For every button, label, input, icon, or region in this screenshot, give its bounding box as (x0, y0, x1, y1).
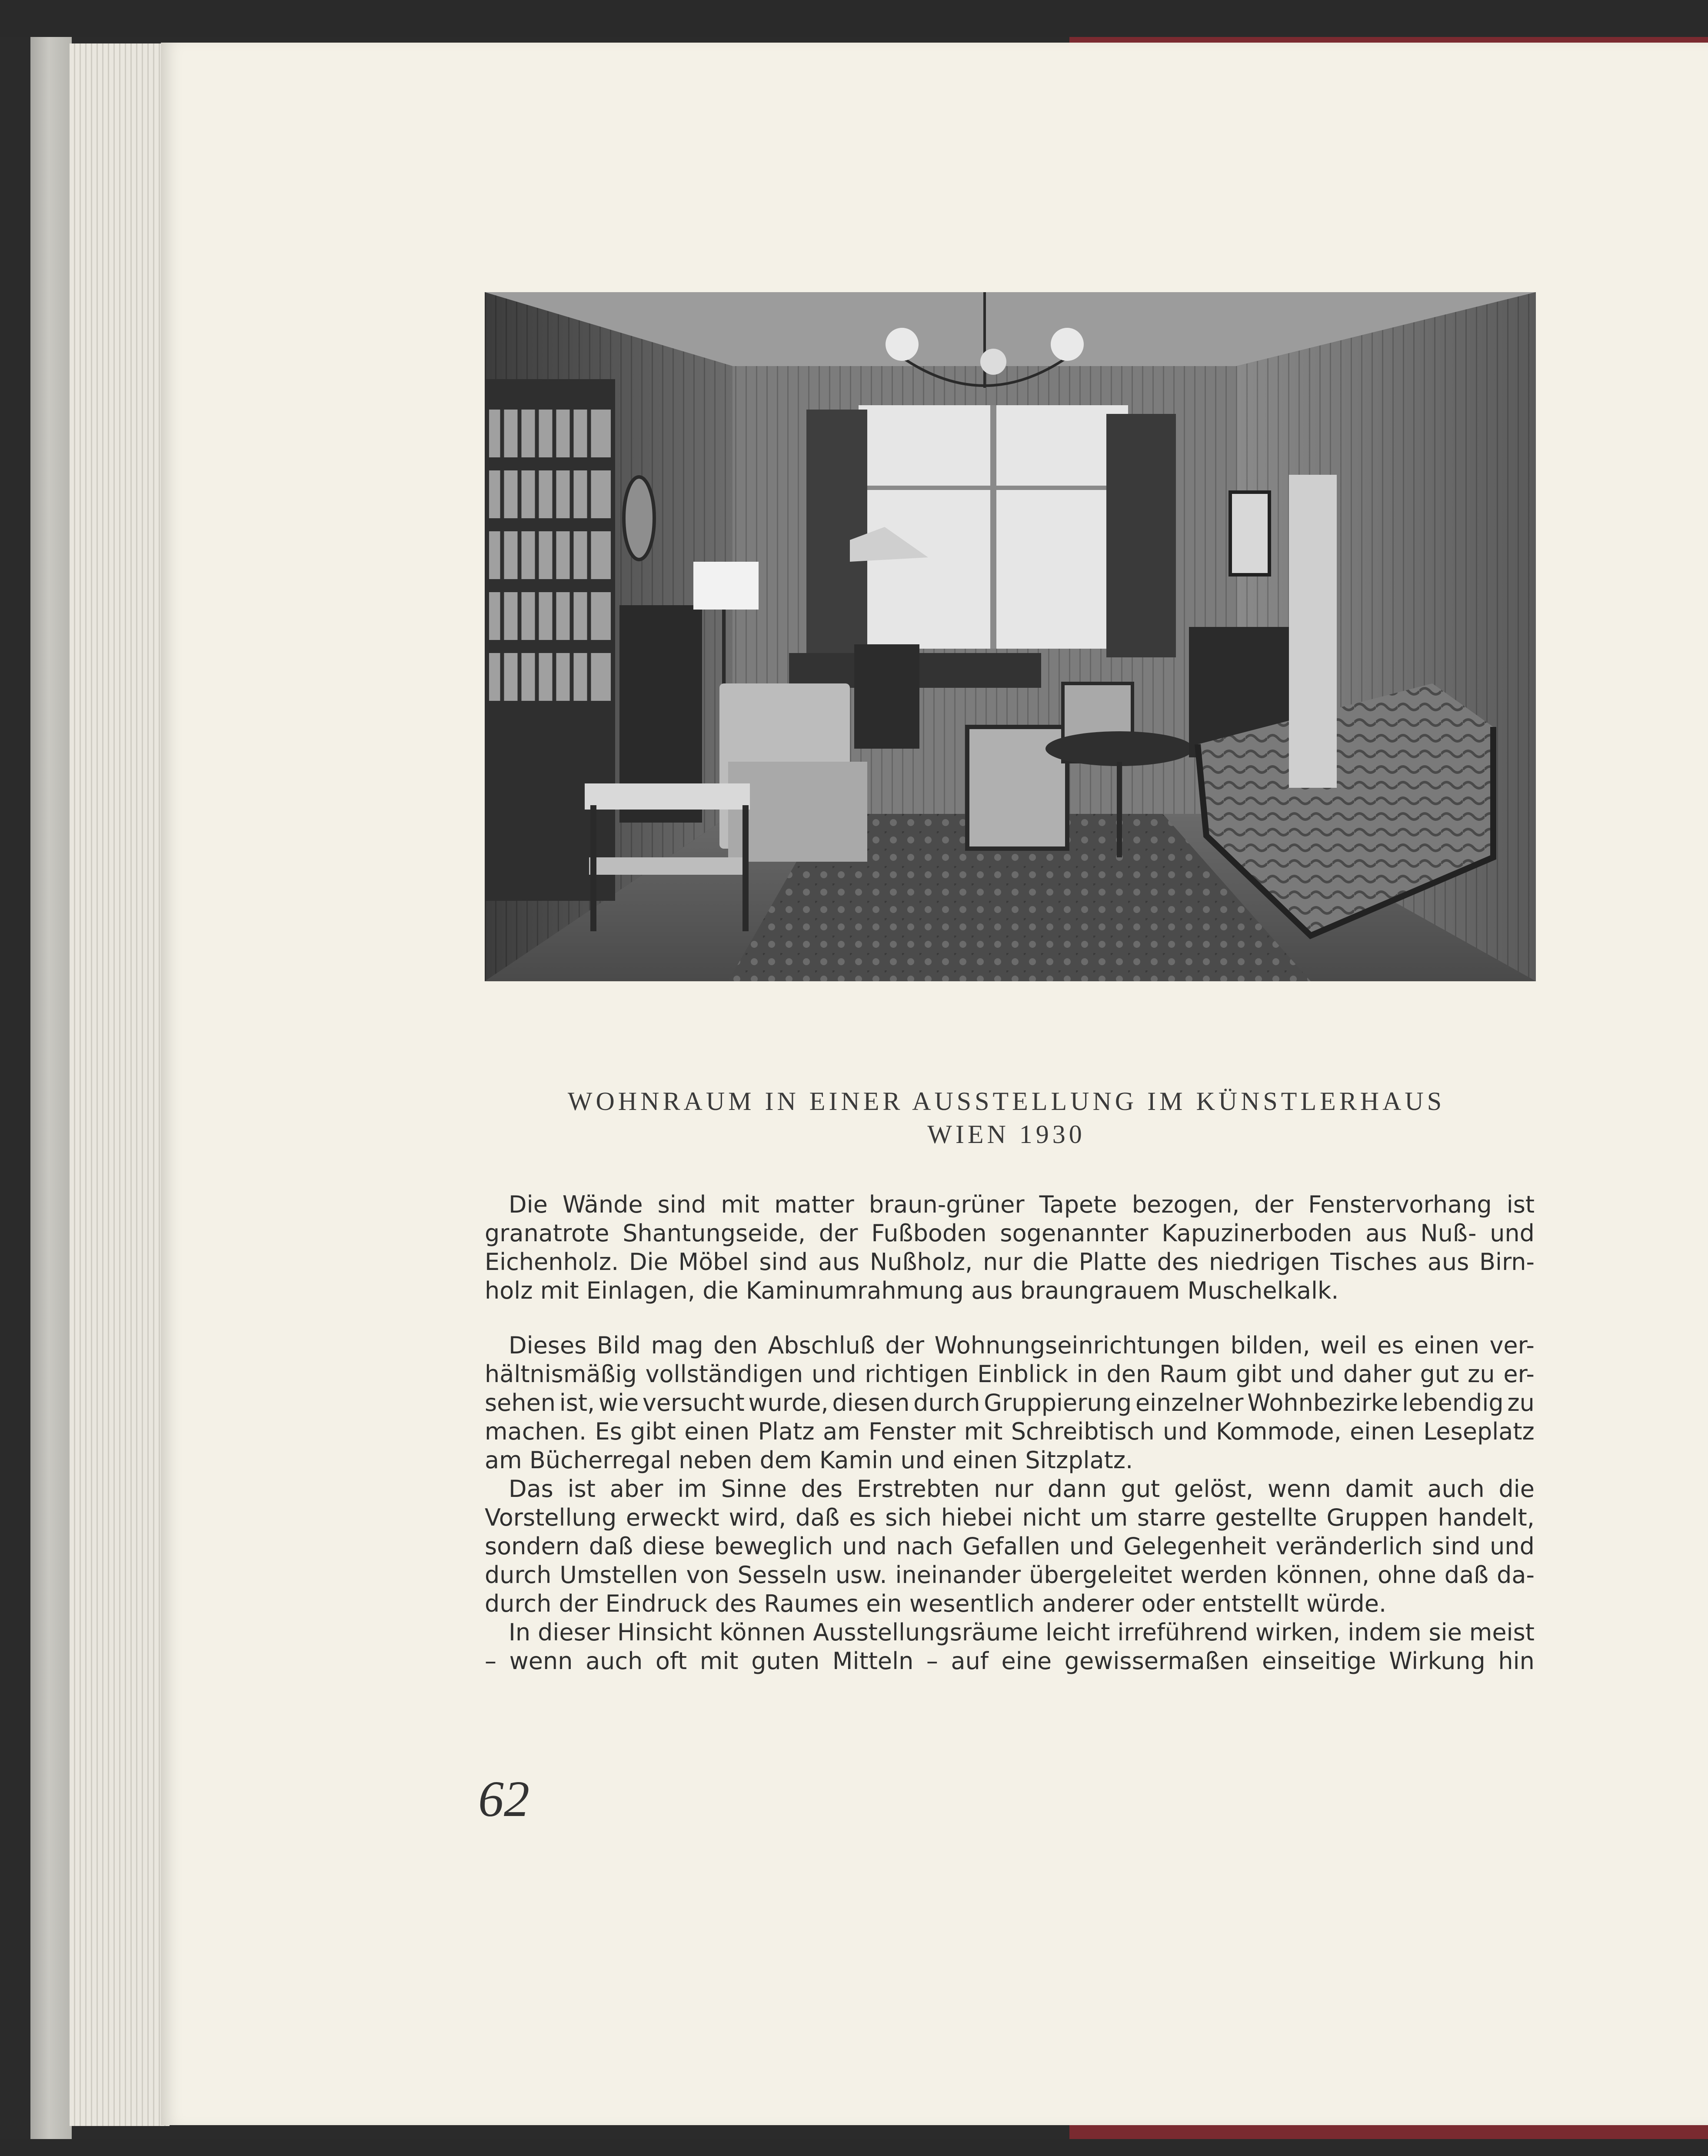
text-line: sondern daß diese beweglich und nach Gefallen und Gelegenheit veränderlich sind und (485, 1533, 1535, 1560)
body-text (485, 1190, 1535, 1676)
text-line: machen. Es gibt einen Platz am Fenster mit Schreibtisch und Kommode, einen Leseplatz (485, 1418, 1535, 1445)
paragraph (485, 1190, 1535, 1305)
paragraph (485, 1618, 1535, 1676)
text-line: Eichenholz. Die Möbel sind aus Nußholz, nur die Platte des niedrigen Tisches aus Birn- (485, 1248, 1535, 1276)
text-line: Die Wände sind mit matter braun-grüner Tapete bezogen, der Fenstervorhang ist (509, 1191, 1535, 1218)
side-table (585, 783, 750, 810)
caption-line: WIEN 1930 (927, 1120, 1085, 1149)
text-line: durch der Eindruck des Raumes ein wesentlich anderer oder entstellt würde. (485, 1590, 1387, 1617)
page-number: 62 (478, 1770, 529, 1827)
curtain-right (1106, 414, 1176, 657)
paragraph (485, 1475, 1535, 1618)
mirror (624, 477, 654, 560)
page-edges (70, 43, 170, 2126)
caption-line: WOHNRAUM IN EINER AUSSTELLUNG IM KÜNSTLERHAUS (567, 1087, 1445, 1116)
text-line: – wenn auch oft mit guten Mitteln – auf eine gewissermaßen einseitige Wirkung hin (485, 1647, 1535, 1675)
wall-picture (1230, 492, 1269, 575)
text-line: Vorstellung erweckt wird, daß es sich hiebei nicht um starre gestellte Gruppen handelt, (485, 1504, 1535, 1531)
text-line: granatrote Shantungseide, der Fußboden sogenannter Kapuzinerboden aus Nuß- und (485, 1220, 1535, 1247)
text-line: hältnismäßig vollständigen und richtigen Einblick in den Raum gibt und daher gut zu er- (485, 1360, 1535, 1388)
text-line: Das ist aber im Sinne des Erstrebten nur dann gut gelöst, wenn damit auch die (509, 1475, 1535, 1503)
text-line: holz mit Einlagen, die Kaminumrahmung aus braungrauem Muschelkalk. (485, 1277, 1339, 1304)
round-table (1045, 731, 1193, 766)
text-line: Dieses Bild mag den Abschluß der Wohnungseinrichtungen bilden, weil es einen ver- (509, 1332, 1535, 1359)
text-line: In dieser Hinsicht können Ausstellungsräume leicht irreführend wirken, indem sie meist (509, 1619, 1535, 1646)
paragraph-gap (485, 1305, 1535, 1331)
paragraph (485, 1331, 1535, 1475)
cover-edge-bottom (1069, 2125, 1708, 2139)
text-line: am Bücherregal neben dem Kamin und einen Sitzplatz. (485, 1446, 1133, 1474)
curtain-left (806, 410, 867, 653)
book-spine (30, 37, 72, 2139)
photo-caption (478, 1085, 1535, 1151)
room-illustration (485, 292, 1536, 981)
door (1289, 475, 1337, 788)
text-line: sehen ist, wie versucht wurde, diesen durch Gruppierung einzelner Wohnbezirke lebendig zu (485, 1389, 1535, 1416)
text-line: durch Umstellen von Sesseln usw. ineinander übergeleitet werden können, ohne daß da- (485, 1561, 1535, 1589)
interior-photograph (485, 292, 1536, 981)
chair-back (854, 644, 919, 749)
lamp-globe (886, 328, 919, 361)
floor-lamp (693, 562, 759, 610)
